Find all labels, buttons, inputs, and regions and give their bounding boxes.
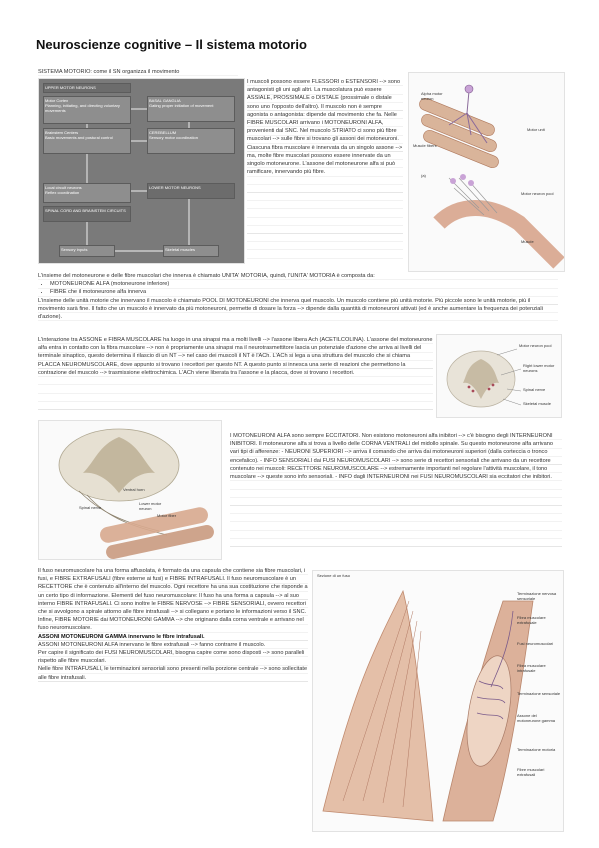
spindle-figure-heading: Sezione di un fuso xyxy=(317,573,350,578)
unit-components-list xyxy=(38,280,558,296)
spindle-line-3: Per capire il significato dei FUSI NEUROMUSCOLARI, bisogna capire come sono disposti --> sono paralleli rispetto alle fibre muscolari. xyxy=(38,650,305,665)
motor-system-diagram xyxy=(38,78,245,264)
diagram-arrows xyxy=(39,79,244,263)
label-spinal-nerve-2: Spinal nerve xyxy=(79,505,102,510)
spindle-line-2: ASSONI MOTONEURONI ALFA innervano le fibre extrafusali --> fanno contrarre il muscolo. xyxy=(38,641,266,648)
spindle-line-1: ASSONI MOTONEURONI GAMMA innervano le fibre intrafusali. xyxy=(38,633,205,640)
diagram-box-local-circuit-neurons: Local circuit neurons Reflex coordination xyxy=(43,183,131,203)
label-skeletal-muscle: Skeletal muscle xyxy=(523,401,552,406)
diagram-box-brainstem-centers: Brainstem Centers Basic movements and postural control xyxy=(43,128,131,154)
label-extrafusal-fibers: Fibre muscolari extrafusali xyxy=(517,767,545,777)
label-motor-unit: Motor unit xyxy=(527,127,545,132)
label-intrafusal-fiber: Fibra muscolare intrafusale xyxy=(517,663,546,673)
diagram-box-skeletal-muscles: Skeletal muscles xyxy=(163,245,219,257)
page-title: Neuroscienze cognitive – Il sistema motorio xyxy=(36,37,307,52)
section2-text: L'interazione tra ASSONE e FIBRA MUSCOLARE ha luogo in una sinapsi ma a molti livelli --> l'assone libera Ach (ACETILCOLINA). L'assone del motoneurone alfa entra in contatto con la fibra muscolare --> non è propriamente una sinapsi ma il neurotrasmettitore lascia un potenziale d'azione che arriva ai livelli del terminale sinaptico, questo determina il rilascio di un NT --> nel caso dei muscoli il NT è l'ACh. L'ACh si lega a una struttura del muscolo che si chiama PLACCA NEUROMUSCOLARE, dove appunto si trovano i recettori per questo NT. A questo punto si innesca una serie di reazioni che permettono la contrazione del muscolo --> trasmissione elettrochimica. L'ACh viene liberata tra l'assone e la placca, dove si trovano i recettori. xyxy=(38,336,433,412)
spindle-line-4: Nelle fibre INTRAFUSALI, le terminazioni sensoriali sono presenti nella porzione centrale --> sono sollecitate alle fibre intrafusali. xyxy=(38,666,308,681)
label-panel-a: (a) xyxy=(421,173,426,178)
label-gamma-axon: Assone del motoneurone gamma xyxy=(517,713,556,723)
list-item: • MOTONEURONE ALFA (motoneurone inferiore) xyxy=(50,280,558,288)
motor-pool-text: L'insieme delle unità motorie che innervano il muscolo è chiamato POOL DI MOTONEURONI che innerva quel muscolo. Un muscolo contiene più unità motorie. Più piccole sono le unità motorie, più il movimento sarà fine. Il fatto che un muscolo è innervato da più motoneuroni, permette di dosare la forza --> dipende dalla quantità di motoneuroni attivati (ed è anche aumentare la frequenza dei potenziali d'azione). xyxy=(38,297,543,321)
label-lower-motor-neuron: Lower motor neuron xyxy=(139,501,162,511)
diagram-box-spinal-cord: SPINAL CORD AND BRAINSTEM CIRCUITS xyxy=(43,206,131,222)
spindle-drawing xyxy=(313,571,563,831)
section1-heading: SISTEMA MOTORIO: come il SN organizza il movimento xyxy=(38,68,238,76)
spinal-cord-figure xyxy=(436,334,562,418)
label-motor-neuron-pool-2: Motor neuron pool xyxy=(519,343,552,348)
label-motor-neuron-pool: Motor neuron pool xyxy=(521,191,554,196)
ventral-horn-figure xyxy=(38,420,222,560)
diagram-box-upper-motor-neurons: UPPER MOTOR NEURONS xyxy=(43,83,131,93)
diagram-box-motor-cortex: Motor Cortex Planning, initiating, and directing voluntary movements xyxy=(43,96,131,124)
label-neuromuscular-spindles: Fusi neuromuscolari xyxy=(517,641,554,646)
label-motor-ending: Terminazione motoria xyxy=(517,747,556,752)
label-motor-fiber: Motor fiber xyxy=(157,513,177,518)
diagram-box-basal-ganglia: BASAL GANGLIA Gating proper initiation of movement xyxy=(147,96,235,122)
unit-definition: L'insieme del motoneurone e delle fibre muscolari che innerva è chiamato UNITA' MOTORIA, quindi, l'UNITA' MOTORIA è composta da: xyxy=(38,273,375,279)
section3-text: I MOTONEURONI ALFA sono sempre ECCITATORI. Non esistono motoneuroni alfa inibitori --> c'è bisogno degli INTERNEURONI INIBITORI. Il motoneurone alfa si trova a livello delle CORNA VENTRALI del midollo spinale. Su questo motoneurone alfa arrivano vari tipi di afferenze: - NEURONI SUPERIORI --> arriva il comando che arriva dai motoneuroni superiori (dalla corteccia o tronco encefalico). - INFO SENSORIALI dai FUSI NEUROMUSCOLARI --> sono serie di recettori sensoriali che arrivano da un recettore contenuto nei muscoli: RECETTORE NEUROMUSCOLARE --> estremamente importanti nel regolare l'attività muscolare, il tono muscolare --> queste sono info sensoriali. - INFO dagli INTERNEURONI nei FUSI NEUROMUSCOLARI sia eccitatori che inibitori. xyxy=(230,432,562,548)
label-ventral-horn: Ventral horn xyxy=(123,487,145,492)
label-spinal-nerve: Spinal nerve xyxy=(523,387,546,392)
label-alpha-motor-neuron: Alpha motor neuron xyxy=(421,91,443,101)
motor-unit-drawing xyxy=(409,73,564,271)
section1-bottom-text xyxy=(38,272,558,321)
section1-right-text: I muscoli possono essere FLESSORI o ESTENSORI --> sono antagonisti gli uni agli altri. La muscolatura può essere ASSIALE, PROSSIMALE o DISTALE (prossimale o distale sono uno l'opposto dell'altro). Il muscolo non è sempre agonista o antagonista: dipende dal movimento che fa. Nelle FIBRE MUSCOLARI arrivano i MOTONEURONI ALFA, provenienti dal SNC. Nel muscolo STRIATO ci sono più fibre muscolari --> sulle fibre si trovano gli assoni dei motoneuroni. Ciascuna fibra muscolare è innervata da un singolo assone --> ma, molte fibre muscolari possono essere innervate da un singolo motoneurone. L'assone del motoneurone alfa si può ramificare, innervando più fibre. xyxy=(247,78,403,266)
muscle-spindle-figure xyxy=(312,570,564,832)
label-muscle: Muscle xyxy=(521,239,534,244)
diagram-box-sensory-inputs: Sensory inputs xyxy=(59,245,115,257)
diagram-box-cerebellum: CEREBELLUM Sensory motor coordination xyxy=(147,128,235,154)
label-right-lower-motor-neurons: Right lower motor neurons xyxy=(523,363,555,373)
list-item: • FIBRE che il motoneurone alfa innerva xyxy=(50,288,558,296)
motor-unit-figure xyxy=(408,72,565,272)
label-muscle-fibers: Muscle fibers xyxy=(413,143,437,148)
section4-text xyxy=(38,567,308,682)
label-extrafusal-fiber: Fibra muscolare extrafusale xyxy=(517,615,546,625)
label-sensory-ending: Terminazione sensoriale xyxy=(517,691,561,696)
diagram-box-lower-motor-neurons: LOWER MOTOR NEURONS xyxy=(147,183,235,199)
label-sensory-terminal: Terminazione nervosa sensoriale xyxy=(517,591,557,601)
spindle-description: Il fuso neuromuscolare ha una forma affusolata, è formato da una capsula che contiene sia fibre muscolari, i fusi, e FIBRE EXTRAFUSALI (fibre esterne ai fusi) e FIBRE INTRAFUSALI. Il fuso neuromuscolare è un RECETTORE che è contenuto all'interno del muscolo. Ogni recettore ha una sua costituzione che risponde a un certo tipo di informazione. Elementi del fuso neuromuscolare: Il fuso ha una forma a capsula --> al suo interno FIBRE INTRAFUSALI. Ci sono inoltre le FIBRE NERVOSE --> FIBRE SENSORIALI, ovvero recettori che si avvolgono a spirale attorno alle fibre intrafusali --> si collegano e portano le informazioni verso il SNC. Infine, FIBRE MOTORIE dai MOTONEURONI GAMMA --> che originano dalla corna ventrale e arrivano nel fuso neuromuscolare. xyxy=(38,568,308,632)
